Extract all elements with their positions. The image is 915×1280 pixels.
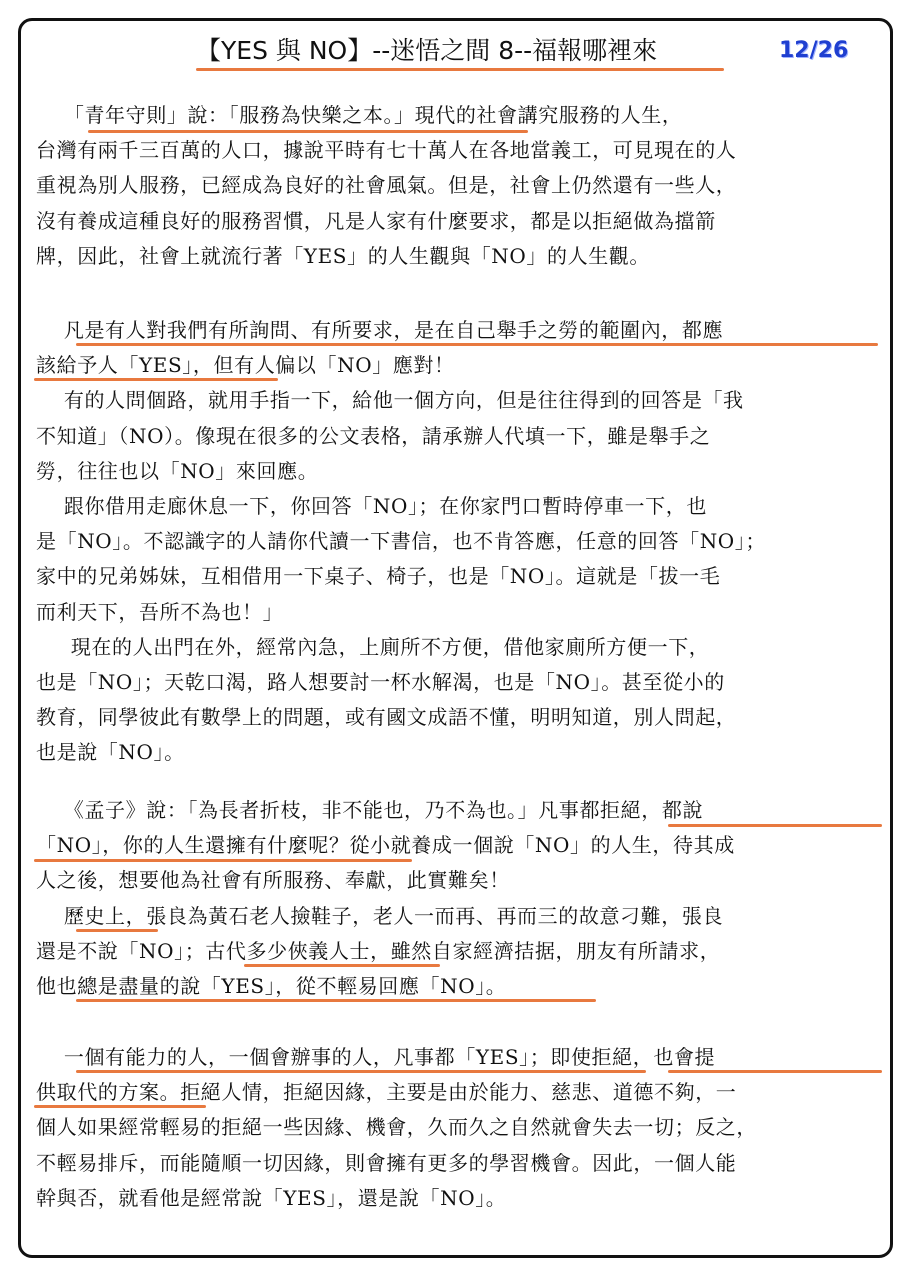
underline-give-yes	[34, 378, 278, 381]
underline-history	[76, 929, 158, 932]
page-number: 12/26	[779, 38, 849, 63]
underline-youth-code	[88, 130, 528, 133]
underline-refuse-all	[668, 824, 882, 827]
paragraph-2: 凡是有人對我們有所詢問、有所要求，是在自己舉手之勞的範圍內，都應 該給予人「YES」，但有人偏以「NO」應對！ 有的人問個路，就用手指一下，給他一個方向，但是往往得到的回答是「我 不知道」（NO）。像現在很多的公文表格，請承辦人代填一下，雖是舉手之 勞，往往也以「NO」來回應。 跟你借用走廊休息一下，你回答「NO」；在你家門口暫時停車一下，也 是「NO」。不認識字的人請你代讀一下書信，也不肯答應，任意的回答「NO」； 家中的兄弟姊妹，互相借用一下桌子、椅子，也是「NO」。這就是「拔一毛 而利天下，吾所不為也！」 現在的人出門在外，經常內急，上廁所不方便，借他家廁所方便一下， 也是「NO」；天乾口渴，路人想要討一杯水解渴，也是「NO」。甚至從小的 教育，同學彼此有數學上的問題，或有國文成語不懂，明明知道，別人問起， 也是說「NO」。	[36, 318, 766, 765]
underline-within-reach	[76, 343, 878, 346]
underline-what-life	[34, 859, 412, 862]
paragraph-4: 一個有能力的人，一個會辦事的人，凡事都「YES」；即使拒絕，也會提 供取代的方案。拒絕人情，拒絕因緣，主要是由於能力、慈悲、道德不夠，一 個人如果經常輕易的拒絕一些因緣、機會，久而久之自然就會失去一切；反之， 不輕易排斥，而能隨順一切因緣，則會擁有更多的學習機會。因此，一個人能 幹與否，就看他是經常說「YES」，還是說「NO」。	[36, 1045, 757, 1210]
paragraph-3: 《孟子》說：「為長者折枝，非不能也，乃不為也。」凡事都拒絕，都說 「NO」，你的人生還擁有什麼呢？從小就養成一個說「NO」的人生，待其成 人之後，想要他為社會有所服務、奉獻，此實難矣！ 歷史上，張良為黃石老人撿鞋子，老人一而再、再而三的故意刁難，張良 還是不說「NO」；古代多少俠義人士，雖然自家經濟拮据，朋友有所請求， 他也總是盡量的說「YES」，從不輕易回應「NO」。	[36, 798, 735, 999]
paragraph-1: 「青年守則」說：「服務為快樂之本。」現代的社會講究服務的人生， 台灣有兩千三百萬的人口，據說平時有七十萬人在各地當義工，可見現在的人 重視為別人服務，已經成為良好的社會風氣。但是，社會上仍然還有一些人， 沒有養成這種良好的服務習慣，凡是人家有什麼要求，都是以拒絕做為擋箭 牌，因此，社會上就流行著「YES」的人生觀與「NO」的人生觀。	[36, 103, 737, 268]
underline-alternative-plan	[34, 1105, 206, 1108]
underline-even-refuse	[668, 1070, 882, 1073]
underline-always-yes	[76, 999, 596, 1002]
page-title: 【YES 與 NO】--迷悟之間 8--福報哪裡來	[196, 36, 658, 65]
underline-capable-person	[76, 1070, 646, 1073]
underline-chivalrous	[244, 964, 440, 967]
title-underline	[196, 68, 724, 71]
